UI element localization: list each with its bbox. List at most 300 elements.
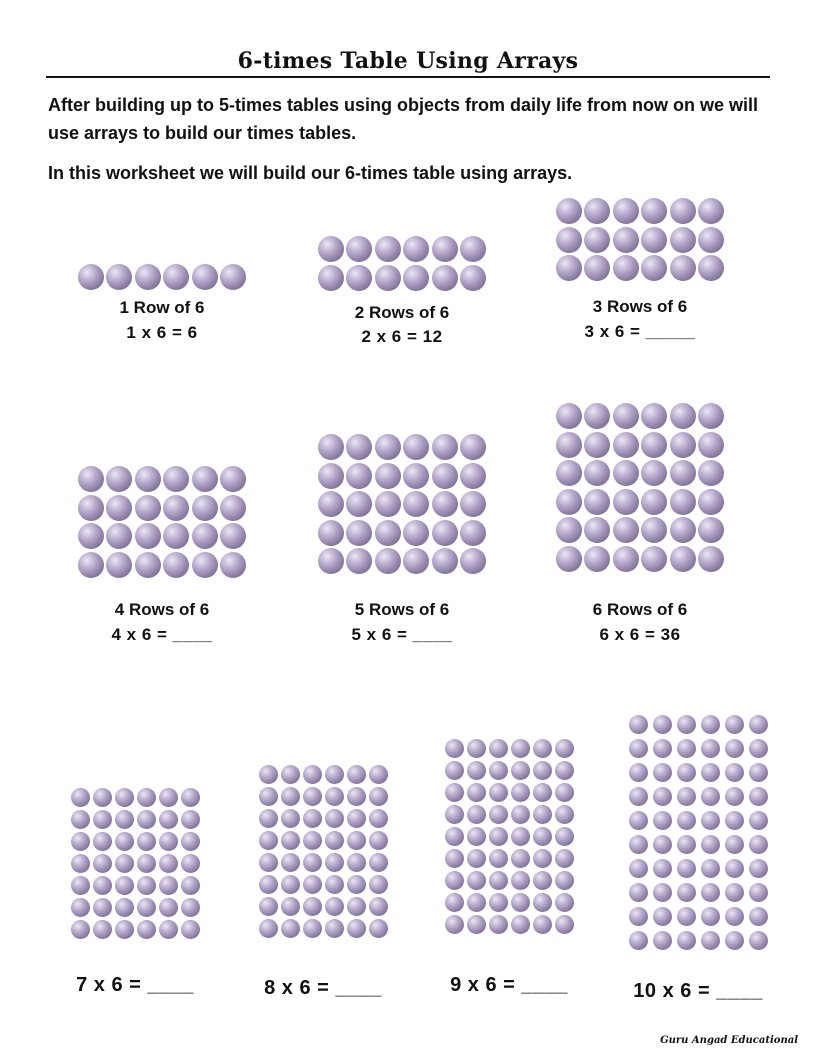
array-dot <box>460 520 486 546</box>
array-dot <box>698 198 724 224</box>
array-label: 4 Rows of 6 <box>114 600 210 619</box>
array-dot <box>584 198 610 224</box>
array-label: 6 Rows of 6 <box>592 600 688 619</box>
array-dot <box>281 875 300 894</box>
array-dot <box>489 915 508 934</box>
array-dot <box>303 853 322 872</box>
array-dot <box>281 897 300 916</box>
array-dot <box>698 546 724 572</box>
array-dot <box>653 907 672 926</box>
array-dot <box>701 907 720 926</box>
array-dot <box>701 763 720 782</box>
array-dot <box>445 893 464 912</box>
dot-array-8-rows <box>259 765 388 938</box>
array-dot <box>78 523 104 549</box>
array-dot <box>467 805 486 824</box>
array-dot <box>556 432 582 458</box>
array-dot <box>613 460 639 486</box>
array-dot <box>325 853 344 872</box>
array-dot <box>511 827 530 846</box>
array-dot <box>670 517 696 543</box>
array-dot <box>533 805 552 824</box>
array-dot <box>670 546 696 572</box>
array-dot <box>347 919 366 938</box>
array-dot <box>653 763 672 782</box>
array-dot <box>163 552 189 578</box>
array-dot <box>698 227 724 253</box>
multiplication-equation: 9 x 6 = ____ <box>450 974 568 996</box>
array-dot <box>749 787 768 806</box>
array-dot <box>325 831 344 850</box>
title-divider <box>46 76 770 78</box>
multiplication-equation: 6 x 6 = 36 <box>599 625 681 644</box>
array-dot <box>163 466 189 492</box>
array-dot <box>445 871 464 890</box>
array-dot <box>347 765 366 784</box>
array-dot <box>325 809 344 828</box>
array-label: 5 Rows of 6 <box>354 600 450 619</box>
array-dot <box>725 931 744 950</box>
array-dot <box>135 264 161 290</box>
dot-array-3-rows <box>556 198 725 281</box>
array-dot <box>318 520 344 546</box>
array-label: 1 Row of 6 <box>119 298 205 317</box>
array-dot <box>749 763 768 782</box>
array-dot <box>403 520 429 546</box>
array-dot <box>93 788 112 807</box>
array-dot <box>137 810 156 829</box>
array-dot <box>641 255 667 281</box>
array-dot <box>115 898 134 917</box>
array-dot <box>555 739 574 758</box>
array-dot <box>725 835 744 854</box>
array-dot <box>653 859 672 878</box>
array-dot <box>511 761 530 780</box>
array-dot <box>677 883 696 902</box>
array-dot <box>71 788 90 807</box>
array-dot <box>584 489 610 515</box>
array-dot <box>432 236 458 262</box>
dot-array-2-rows <box>318 236 487 291</box>
array-dot <box>159 810 178 829</box>
footer-credit: Guru Angad Educational <box>660 1035 798 1046</box>
array-dot <box>677 907 696 926</box>
array-dot <box>749 835 768 854</box>
multiplication-equation: 2 x 6 = 12 <box>361 327 443 346</box>
array-dot <box>303 809 322 828</box>
array-dot <box>555 871 574 890</box>
array-dot <box>445 761 464 780</box>
array-dot <box>670 460 696 486</box>
array-dot <box>318 463 344 489</box>
array-dot <box>556 517 582 543</box>
array-dot <box>445 827 464 846</box>
array-dot <box>556 227 582 253</box>
array-dot <box>533 871 552 890</box>
array-dot <box>613 227 639 253</box>
array-dot <box>629 739 648 758</box>
array-dot <box>347 831 366 850</box>
array-dot <box>511 849 530 868</box>
array-dot <box>533 739 552 758</box>
array-dot <box>403 434 429 460</box>
array-dot <box>432 265 458 291</box>
intro-paragraph-2: In this worksheet we will build our 6-times table using arrays. <box>48 163 573 183</box>
array-dot <box>653 835 672 854</box>
array-dot <box>432 463 458 489</box>
array-dot <box>192 495 218 521</box>
array-dot <box>432 548 458 574</box>
array-dot <box>135 466 161 492</box>
array-dot <box>584 546 610 572</box>
array-dot <box>369 831 388 850</box>
array-dot <box>641 460 667 486</box>
array-dot <box>677 835 696 854</box>
array-dot <box>325 787 344 806</box>
array-dot <box>346 236 372 262</box>
array-dot <box>281 809 300 828</box>
array-dot <box>403 236 429 262</box>
dot-array-4-rows <box>78 466 247 578</box>
array-dot <box>325 765 344 784</box>
array-dot <box>641 403 667 429</box>
array-dot <box>460 491 486 517</box>
array-dot <box>163 495 189 521</box>
array-dot <box>584 517 610 543</box>
array-dot <box>220 495 246 521</box>
array-dot <box>511 871 530 890</box>
array-dot <box>369 809 388 828</box>
array-dot <box>629 763 648 782</box>
array-dot <box>115 788 134 807</box>
array-dot <box>555 783 574 802</box>
multiplication-equation: 4 x 6 = ____ <box>111 625 213 644</box>
array-dot <box>281 919 300 938</box>
array-dot <box>375 434 401 460</box>
array-dot <box>467 827 486 846</box>
array-dot <box>533 915 552 934</box>
multiplication-equation: 3 x 6 = _____ <box>584 322 696 341</box>
array-dot <box>629 883 648 902</box>
array-dot <box>347 897 366 916</box>
array-dot <box>181 854 200 873</box>
array-dot <box>106 466 132 492</box>
dot-array-10-rows <box>629 715 768 950</box>
array-dot <box>670 198 696 224</box>
array-dot <box>369 853 388 872</box>
array-dot <box>369 875 388 894</box>
array-dot <box>181 898 200 917</box>
array-dot <box>71 920 90 939</box>
array-dot <box>106 264 132 290</box>
array-dot <box>670 227 696 253</box>
array-dot <box>489 871 508 890</box>
array-dot <box>181 920 200 939</box>
multiplication-equation: 7 x 6 = ____ <box>76 974 194 996</box>
array-dot <box>192 552 218 578</box>
array-dot <box>629 907 648 926</box>
array-dot <box>106 495 132 521</box>
array-dot <box>159 898 178 917</box>
dot-array-6-rows <box>556 403 725 572</box>
array-dot <box>259 853 278 872</box>
array-dot <box>115 832 134 851</box>
array-dot <box>698 403 724 429</box>
array-dot <box>137 788 156 807</box>
array-dot <box>137 876 156 895</box>
array-dot <box>533 893 552 912</box>
array-dot <box>489 739 508 758</box>
array-dot <box>78 552 104 578</box>
array-dot <box>489 827 508 846</box>
array-dot <box>460 463 486 489</box>
array-dot <box>653 811 672 830</box>
array-dot <box>281 853 300 872</box>
array-dot <box>489 761 508 780</box>
array-dot <box>137 832 156 851</box>
array-dot <box>259 875 278 894</box>
array-dot <box>346 520 372 546</box>
array-dot <box>325 875 344 894</box>
array-dot <box>556 489 582 515</box>
array-dot <box>181 810 200 829</box>
array-dot <box>259 809 278 828</box>
array-dot <box>432 520 458 546</box>
array-dot <box>403 491 429 517</box>
array-dot <box>629 787 648 806</box>
array-dot <box>159 788 178 807</box>
array-dot <box>533 849 552 868</box>
dot-array-5-rows <box>318 434 487 574</box>
array-dot <box>670 255 696 281</box>
array-dot <box>613 255 639 281</box>
array-dot <box>318 434 344 460</box>
array-dot <box>533 827 552 846</box>
array-dot <box>653 931 672 950</box>
array-dot <box>629 859 648 878</box>
array-dot <box>555 915 574 934</box>
array-dot <box>369 787 388 806</box>
array-dot <box>93 920 112 939</box>
array-dot <box>347 853 366 872</box>
array-dot <box>555 893 574 912</box>
array-dot <box>670 403 696 429</box>
array-dot <box>533 783 552 802</box>
array-dot <box>653 883 672 902</box>
array-dot <box>71 854 90 873</box>
array-dot <box>369 765 388 784</box>
multiplication-equation: 5 x 6 = ____ <box>351 625 453 644</box>
array-dot <box>303 919 322 938</box>
array-dot <box>701 883 720 902</box>
array-dot <box>489 849 508 868</box>
array-dot <box>445 805 464 824</box>
array-dot <box>181 876 200 895</box>
array-dot <box>375 463 401 489</box>
array-dot <box>163 264 189 290</box>
array-dot <box>159 876 178 895</box>
array-dot <box>403 548 429 574</box>
array-dot <box>93 854 112 873</box>
array-dot <box>346 548 372 574</box>
array-dot <box>641 517 667 543</box>
array-dot <box>259 765 278 784</box>
array-dot <box>511 783 530 802</box>
multiplication-equation: 8 x 6 = ____ <box>264 977 382 999</box>
array-dot <box>445 849 464 868</box>
array-dot <box>653 739 672 758</box>
array-dot <box>259 919 278 938</box>
array-dot <box>725 859 744 878</box>
array-dot <box>460 434 486 460</box>
array-dot <box>511 805 530 824</box>
array-dot <box>555 805 574 824</box>
array-dot <box>489 893 508 912</box>
array-dot <box>115 810 134 829</box>
array-dot <box>135 523 161 549</box>
array-dot <box>584 227 610 253</box>
array-dot <box>613 489 639 515</box>
array-dot <box>369 919 388 938</box>
array-dot <box>445 783 464 802</box>
array-dot <box>347 809 366 828</box>
array-dot <box>725 811 744 830</box>
array-dot <box>71 898 90 917</box>
array-dot <box>641 198 667 224</box>
array-dot <box>677 787 696 806</box>
array-dot <box>137 920 156 939</box>
array-dot <box>555 827 574 846</box>
array-dot <box>403 265 429 291</box>
array-dot <box>677 931 696 950</box>
array-dot <box>375 491 401 517</box>
array-dot <box>749 883 768 902</box>
array-dot <box>192 466 218 492</box>
array-dot <box>584 432 610 458</box>
array-dot <box>220 466 246 492</box>
array-dot <box>467 739 486 758</box>
array-dot <box>725 763 744 782</box>
array-dot <box>375 548 401 574</box>
array-dot <box>375 265 401 291</box>
array-dot <box>698 255 724 281</box>
array-dot <box>78 495 104 521</box>
dot-array-1-rows <box>78 264 247 290</box>
array-dot <box>629 715 648 734</box>
array-dot <box>749 811 768 830</box>
array-dot <box>163 523 189 549</box>
array-dot <box>701 931 720 950</box>
array-dot <box>701 835 720 854</box>
array-dot <box>467 783 486 802</box>
array-dot <box>71 832 90 851</box>
array-dot <box>467 915 486 934</box>
array-dot <box>613 198 639 224</box>
array-dot <box>555 849 574 868</box>
array-dot <box>159 854 178 873</box>
array-dot <box>220 264 246 290</box>
dot-array-7-rows <box>71 788 200 939</box>
array-dot <box>670 489 696 515</box>
array-dot <box>281 831 300 850</box>
array-dot <box>701 787 720 806</box>
array-dot <box>106 523 132 549</box>
array-dot <box>467 761 486 780</box>
array-dot <box>445 915 464 934</box>
array-dot <box>281 787 300 806</box>
array-dot <box>511 739 530 758</box>
array-dot <box>192 523 218 549</box>
array-dot <box>375 520 401 546</box>
array-dot <box>749 907 768 926</box>
array-dot <box>556 460 582 486</box>
array-dot <box>677 763 696 782</box>
array-dot <box>220 552 246 578</box>
array-dot <box>556 546 582 572</box>
dot-array-9-rows <box>445 739 574 934</box>
array-dot <box>318 491 344 517</box>
array-dot <box>584 460 610 486</box>
array-label: 2 Rows of 6 <box>354 303 450 322</box>
array-dot <box>303 787 322 806</box>
array-dot <box>698 432 724 458</box>
array-dot <box>71 876 90 895</box>
array-dot <box>613 546 639 572</box>
array-dot <box>641 546 667 572</box>
array-dot <box>303 897 322 916</box>
array-dot <box>460 265 486 291</box>
array-dot <box>749 859 768 878</box>
array-dot <box>259 787 278 806</box>
array-dot <box>192 264 218 290</box>
array-dot <box>629 931 648 950</box>
array-dot <box>677 715 696 734</box>
array-dot <box>613 517 639 543</box>
array-dot <box>318 236 344 262</box>
array-dot <box>629 811 648 830</box>
array-dot <box>653 715 672 734</box>
array-dot <box>670 432 696 458</box>
array-dot <box>318 548 344 574</box>
array-dot <box>159 832 178 851</box>
array-dot <box>347 875 366 894</box>
array-dot <box>613 432 639 458</box>
array-dot <box>698 517 724 543</box>
array-dot <box>303 765 322 784</box>
array-dot <box>701 859 720 878</box>
array-dot <box>325 897 344 916</box>
array-dot <box>106 552 132 578</box>
array-dot <box>725 739 744 758</box>
array-dot <box>533 761 552 780</box>
array-label: 3 Rows of 6 <box>592 297 688 316</box>
array-dot <box>318 265 344 291</box>
array-dot <box>725 787 744 806</box>
array-dot <box>303 875 322 894</box>
array-dot <box>489 805 508 824</box>
multiplication-equation: 1 x 6 = 6 <box>126 323 198 342</box>
array-dot <box>701 715 720 734</box>
array-dot <box>281 765 300 784</box>
array-dot <box>641 489 667 515</box>
array-dot <box>653 787 672 806</box>
array-dot <box>346 491 372 517</box>
array-dot <box>677 811 696 830</box>
array-dot <box>346 434 372 460</box>
array-dot <box>137 854 156 873</box>
array-dot <box>445 739 464 758</box>
array-dot <box>137 898 156 917</box>
